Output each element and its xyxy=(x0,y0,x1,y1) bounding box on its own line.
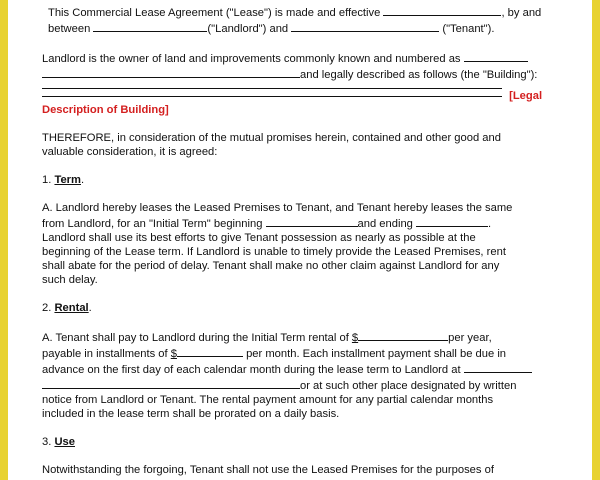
property-address-blank[interactable] xyxy=(42,66,300,78)
term-line-5: shall abate for the period of delay. Tenant shall make no other claim against Landlord for any xyxy=(42,260,500,272)
rental-text: per month. Each installment payment shall be due in xyxy=(246,348,507,360)
section-number: 3. xyxy=(42,436,55,448)
intro-text: This Commercial Lease Agreement ("Lease") is made and effective xyxy=(48,7,381,19)
rental-line-2 xyxy=(42,345,564,361)
section-title: Rental xyxy=(54,302,89,314)
term-text: . xyxy=(488,218,492,230)
payment-address-blank[interactable] xyxy=(464,361,532,373)
rental-line-6: included in the lease term shall be prorated on a daily basis. xyxy=(42,408,340,420)
monthly-rent-blank[interactable] xyxy=(177,345,243,357)
rental-text: advance on the first day of each calendar month during the lease term to Landlord at xyxy=(42,364,461,376)
document-page xyxy=(8,0,592,480)
term-line-4: beginning of the Lease term. If Landlord is unable to timely provide the Leased Premises, rent xyxy=(42,246,506,258)
rental-text: or at such other place designated by written xyxy=(300,380,517,392)
section-rental-heading xyxy=(42,301,564,315)
annual-rent-blank[interactable] xyxy=(358,329,448,341)
section-use-heading xyxy=(42,435,564,449)
section-term-heading xyxy=(42,173,564,187)
landlord-name-blank[interactable] xyxy=(93,20,207,32)
section-title: Use xyxy=(54,436,75,448)
section-title: Term xyxy=(54,174,81,186)
rental-line-1 xyxy=(42,329,564,345)
legal-placeholder: Description of Building] xyxy=(42,104,169,116)
landlord-line-1 xyxy=(42,50,564,66)
intro-line-1 xyxy=(42,4,564,20)
term-line-6: such delay. xyxy=(42,274,98,286)
effective-date-blank[interactable] xyxy=(383,4,501,16)
tenant-name-blank[interactable] xyxy=(291,20,439,32)
landlord-text: and legally described as follows (the "Building"): xyxy=(300,69,538,81)
section-punct: . xyxy=(88,302,92,314)
intro-text: , by and xyxy=(501,7,542,19)
term-line-1: A. Landlord hereby leases the Leased Premises to Tenant, and Tenant hereby leases the same xyxy=(42,202,513,214)
intro-text: between xyxy=(48,23,91,35)
therefore-line-2: valuable consideration, it is agreed: xyxy=(42,146,218,158)
rental-text: per year, xyxy=(448,332,492,344)
rental-line-4 xyxy=(42,377,564,393)
section-number: 1. xyxy=(42,174,55,186)
legal-placeholder: [Legal xyxy=(509,90,543,102)
landlord-line-legal xyxy=(42,89,564,103)
dollar-sign: $ xyxy=(170,348,177,360)
term-line-3: Landlord shall use its best efforts to give Tenant possession as nearly as possible at the xyxy=(42,232,476,244)
section-number: 2. xyxy=(42,302,55,314)
section-punct: . xyxy=(80,174,85,186)
landlord-text: Landlord is the owner of land and improvements commonly known and numbered as xyxy=(42,53,461,65)
therefore-line-1: THEREFORE, in consideration of the mutual promises herein, contained and other good and xyxy=(42,132,501,144)
payment-address-blank-2[interactable] xyxy=(42,377,300,389)
term-begin-blank[interactable] xyxy=(266,215,358,227)
intro-text: ("Landlord") and xyxy=(207,23,289,35)
legal-description-rule[interactable] xyxy=(42,96,502,97)
term-text: from Landlord, for an "Initial Term" beginning xyxy=(42,218,263,230)
dollar-sign: $ xyxy=(351,332,359,344)
rental-text: payable in installments of xyxy=(42,348,168,360)
lease-agreement-text xyxy=(42,4,564,477)
intro-text: ("Tenant"). xyxy=(442,23,495,35)
term-line-2 xyxy=(42,215,564,231)
term-end-blank[interactable] xyxy=(416,215,488,227)
landlord-line-2 xyxy=(42,66,564,82)
intro-line-2 xyxy=(42,20,564,36)
rental-line-3 xyxy=(42,361,564,377)
term-text: and ending xyxy=(357,218,413,230)
rental-text: A. Tenant shall pay to Landlord during the Initial Term rental of xyxy=(42,332,349,344)
landlord-line-legal-2 xyxy=(42,103,564,117)
property-number-blank[interactable] xyxy=(464,50,528,62)
rental-line-5: notice from Landlord or Tenant. The rental payment amount for any partial calendar months xyxy=(42,394,494,406)
use-line-1: Notwithstanding the forgoing, Tenant shall not use the Leased Premises for the purposes of xyxy=(42,464,494,476)
